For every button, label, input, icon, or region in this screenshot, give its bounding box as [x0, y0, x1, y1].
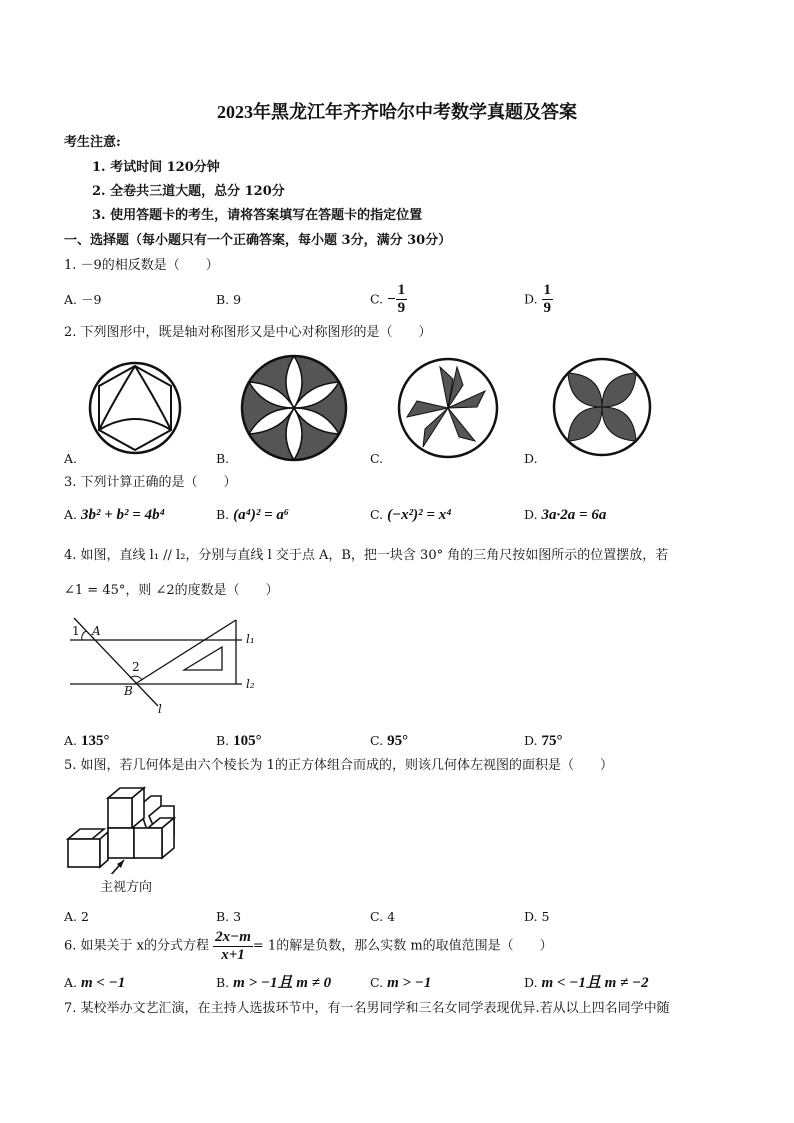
q2-option-a: A.	[64, 451, 78, 466]
question-4-stem-line1: 4. 如图，直线 l₁ // l₂，分别与直线 l 交于点 A，B，把一块含 30° 角的三角尺按如图所示的位置摆放，若	[64, 548, 669, 563]
q5-option-b: B. 3	[216, 909, 242, 924]
q3-option-d: D. 3a·2a = 6a	[524, 507, 607, 523]
section-heading: 一、选择题（每小题只有一个正确答案，每小题 3分，满分 30分）	[64, 233, 452, 248]
q1-option-a: A. －9	[64, 292, 102, 307]
fig-label-a: A	[92, 624, 101, 638]
fig-label-l2: l₂	[246, 677, 255, 691]
q2-option-c: C.	[370, 451, 384, 466]
q5-option-c: C. 4	[370, 909, 396, 924]
page-title: 2023年黑龙江年齐齐哈尔中考数学真题及答案	[217, 102, 577, 122]
q4-option-d: D. 75°	[524, 733, 563, 749]
q3-option-a: A. 3b² + b² = 4b⁴	[64, 507, 165, 523]
q2-option-d: D.	[524, 451, 538, 466]
fig-label-l1: l₁	[246, 632, 255, 646]
fig-label-angle-1: 1	[72, 624, 80, 638]
question-3-stem: 3. 下列计算正确的是（ ）	[64, 475, 237, 490]
fig-label-l: l	[158, 702, 162, 716]
figure-d-circle	[550, 355, 654, 459]
figure-a-circle	[85, 358, 185, 458]
q6-option-c: C. m > −1	[370, 975, 432, 991]
q1-option-b: B. 9	[216, 292, 242, 307]
q1-option-c: C. − $\frac{1}{9}$	[370, 282, 406, 316]
q4-option-a: A. 135°	[64, 733, 110, 749]
notice-item: 1. 考试时间 120分钟	[92, 160, 220, 175]
figure-b-circle	[238, 352, 350, 464]
question-7-stem: 7. 某校举办文艺汇演，在主持人选拔环节中，有一名男同学和三名女同学表现优异.若从以上四名同学中随	[64, 1001, 670, 1016]
notice-item: 2. 全卷共三道大题，总分 120分	[92, 184, 285, 199]
q4-option-b: B. 105°	[216, 733, 262, 749]
question-1-stem: 1. －9的相反数是（ ）	[64, 258, 219, 273]
q5-option-d: D. 5	[524, 909, 550, 924]
q3-option-b: B. (a⁴)² = a⁶	[216, 507, 290, 523]
q6-option-b: B. m > −1且 m ≠ 0	[216, 975, 332, 991]
q4-option-c: C. 95°	[370, 733, 409, 749]
question-2-stem: 2. 下列图形中，既是轴对称图形又是中心对称图形的是（ ）	[64, 325, 432, 340]
question-5-stem: 5. 如图，若几何体是由六个棱长为 1的正方体组合而成的，则该几何体左视图的面积是（ ）	[64, 758, 613, 773]
q6-option-a: A. m < −1	[64, 975, 126, 991]
notice-heading: 考生注意:	[64, 135, 121, 150]
figure-cubes	[64, 784, 194, 874]
q1-option-d: D. $\frac{1}{9}$	[524, 282, 552, 316]
fig-label-angle-2: 2	[132, 660, 140, 674]
notice-item: 3. 使用答题卡的考生，请将答案填写在答题卡的指定位置	[92, 208, 423, 223]
figure-c-circle	[395, 355, 501, 461]
q3-option-c: C. (−x²)² = x⁴	[370, 507, 452, 523]
q2-option-b: B.	[216, 451, 230, 466]
fig-caption-front-view: 主视方向	[100, 880, 153, 895]
question-4-stem-line2: ∠1 = 45°，则 ∠2的度数是（ ）	[64, 583, 279, 598]
fig-label-b: B	[124, 684, 133, 698]
q6-option-d: D. m < −1且 m ≠ −2	[524, 975, 649, 991]
question-6-stem: 6. 如果关于 x的分式方程 $\frac{2x-m}{x+1}$ = 1的解是负数，那么实数 m的取值范围是（ ）	[64, 929, 553, 963]
q5-option-a: A. 2	[64, 909, 89, 924]
